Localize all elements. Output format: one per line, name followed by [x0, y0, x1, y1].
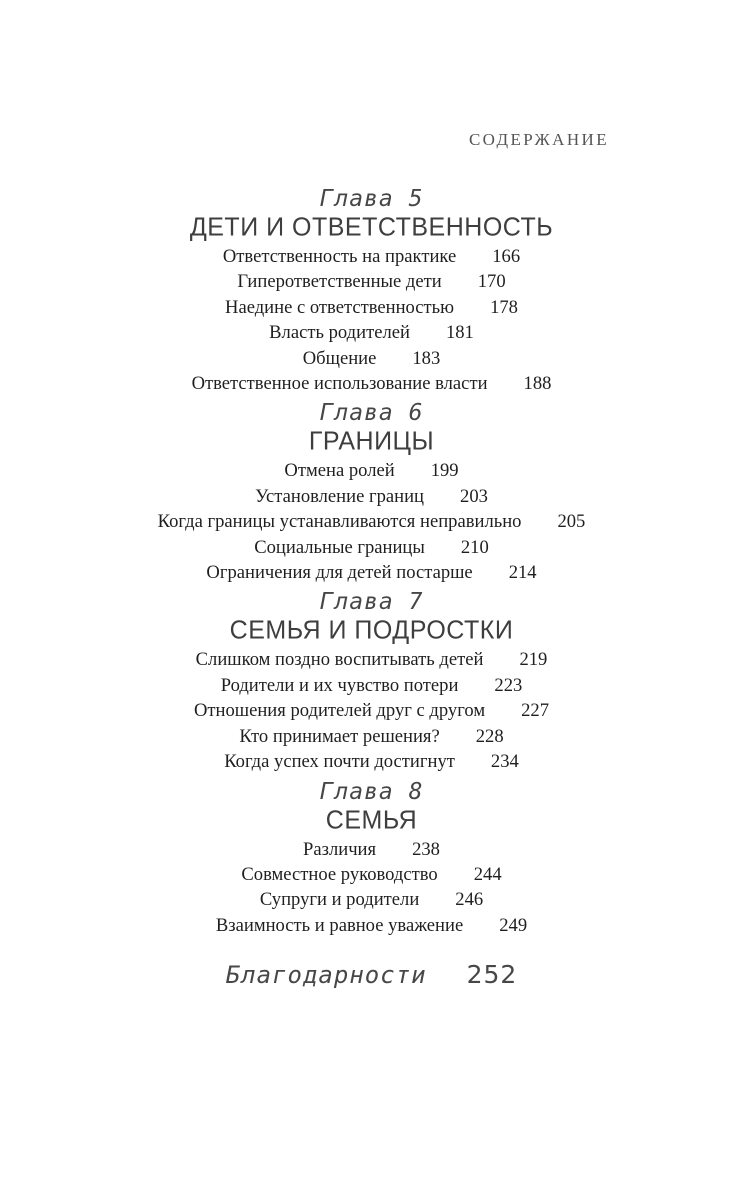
entry-page: 219	[519, 649, 548, 671]
entry-text: Социальные границы	[254, 536, 425, 558]
chapter-7	[0, 589, 743, 774]
entry-text: Кто принимает решения?	[239, 725, 440, 747]
chapter-title: ГРАНИЦЫ	[308, 426, 435, 457]
acknowledgements-page: 252	[466, 960, 518, 990]
toc-entry[interactable]	[0, 673, 743, 698]
toc-entry[interactable]	[0, 862, 743, 887]
toc-entry[interactable]	[0, 560, 743, 585]
entry-text: Ответственное использование власти	[191, 373, 488, 395]
entry-text: Различия	[303, 838, 377, 860]
toc-entry[interactable]	[0, 509, 743, 534]
entry-page: 210	[460, 536, 489, 558]
entry-text: Когда успех почти достигнут	[224, 751, 455, 773]
toc-entry[interactable]	[0, 837, 743, 862]
entry-text: Взаимность и равное уважение	[215, 914, 464, 936]
chapter-6	[0, 400, 743, 585]
entry-text: Родители и их чувство потери	[220, 674, 459, 696]
acknowledgements-text: Благодарности	[225, 961, 427, 990]
toc-entry[interactable]	[0, 484, 743, 509]
entry-text: Общение	[302, 347, 377, 369]
entry-text: Наедине с ответственностью	[225, 296, 455, 318]
entry-text: Когда границы устанавливаются неправильно	[157, 511, 522, 533]
toc-entry[interactable]	[0, 913, 743, 938]
entry-text: Супруги и родители	[259, 889, 420, 911]
entry-page: 203	[460, 485, 488, 507]
entry-text: Установление границ	[255, 485, 425, 507]
entry-page: 227	[521, 700, 549, 722]
chapter-label: Глава 7	[319, 589, 424, 616]
entry-page: 249	[499, 914, 528, 936]
running-head: СОДЕРЖАНИЕ	[468, 130, 609, 149]
entry-text: Гиперответственные дети	[237, 271, 442, 293]
toc-entry[interactable]	[0, 295, 743, 320]
toc-entry[interactable]	[0, 647, 743, 672]
chapter-label: Глава 8	[319, 778, 424, 805]
entry-page: 199	[430, 460, 459, 482]
entry-text: Слишком поздно воспитывать детей	[195, 649, 484, 671]
toc-entry[interactable]	[0, 346, 743, 371]
entry-page: 234	[490, 751, 519, 773]
entry-text: Ответственность на практике	[222, 246, 457, 267]
entry-page: 223	[494, 674, 523, 696]
toc-entry[interactable]	[0, 887, 743, 912]
chapter-5	[0, 186, 743, 396]
entry-page: 170	[477, 271, 506, 293]
entry-page: 181	[445, 322, 474, 344]
entry-text: Ограничения для детей постарше	[206, 562, 473, 584]
entry-page: 188	[523, 373, 552, 395]
entry-text: Власть родителей	[269, 322, 410, 344]
table-of-contents	[0, 186, 743, 989]
toc-entry[interactable]	[0, 371, 743, 396]
chapter-title: ДЕТИ И ОТВЕТСТВЕННОСТЬ	[189, 212, 554, 242]
chapter-title: СЕМЬЯ	[325, 804, 418, 835]
chapter-label: Глава 5	[319, 186, 424, 212]
toc-entry[interactable]	[0, 698, 743, 723]
entry-page: 183	[412, 347, 441, 369]
entry-text: Совместное руководство	[241, 863, 438, 885]
chapter-8	[0, 779, 743, 939]
toc-entry[interactable]	[0, 320, 743, 345]
entry-page: 244	[473, 863, 502, 885]
entry-page: 205	[557, 511, 586, 533]
chapter-label: Глава 6	[319, 400, 424, 427]
entry-page: 178	[490, 296, 518, 318]
toc-entry[interactable]	[0, 749, 743, 774]
toc-entry[interactable]	[0, 458, 743, 483]
entry-page: 238	[412, 838, 440, 860]
entry-page: 214	[508, 562, 537, 584]
chapter-title: СЕМЬЯ И ПОДРОСТКИ	[229, 615, 514, 646]
toc-entry[interactable]	[0, 724, 743, 749]
entry-page: 166	[492, 246, 521, 267]
toc-entry[interactable]	[0, 269, 743, 294]
entry-text: Отмена ролей	[284, 460, 395, 482]
entry-text: Отношения родителей друг с другом	[193, 700, 486, 722]
entry-page: 228	[475, 725, 504, 747]
entry-page: 246	[455, 889, 484, 911]
acknowledgements-entry[interactable]	[0, 960, 743, 989]
toc-entry[interactable]	[0, 244, 743, 269]
toc-entry[interactable]	[0, 535, 743, 560]
